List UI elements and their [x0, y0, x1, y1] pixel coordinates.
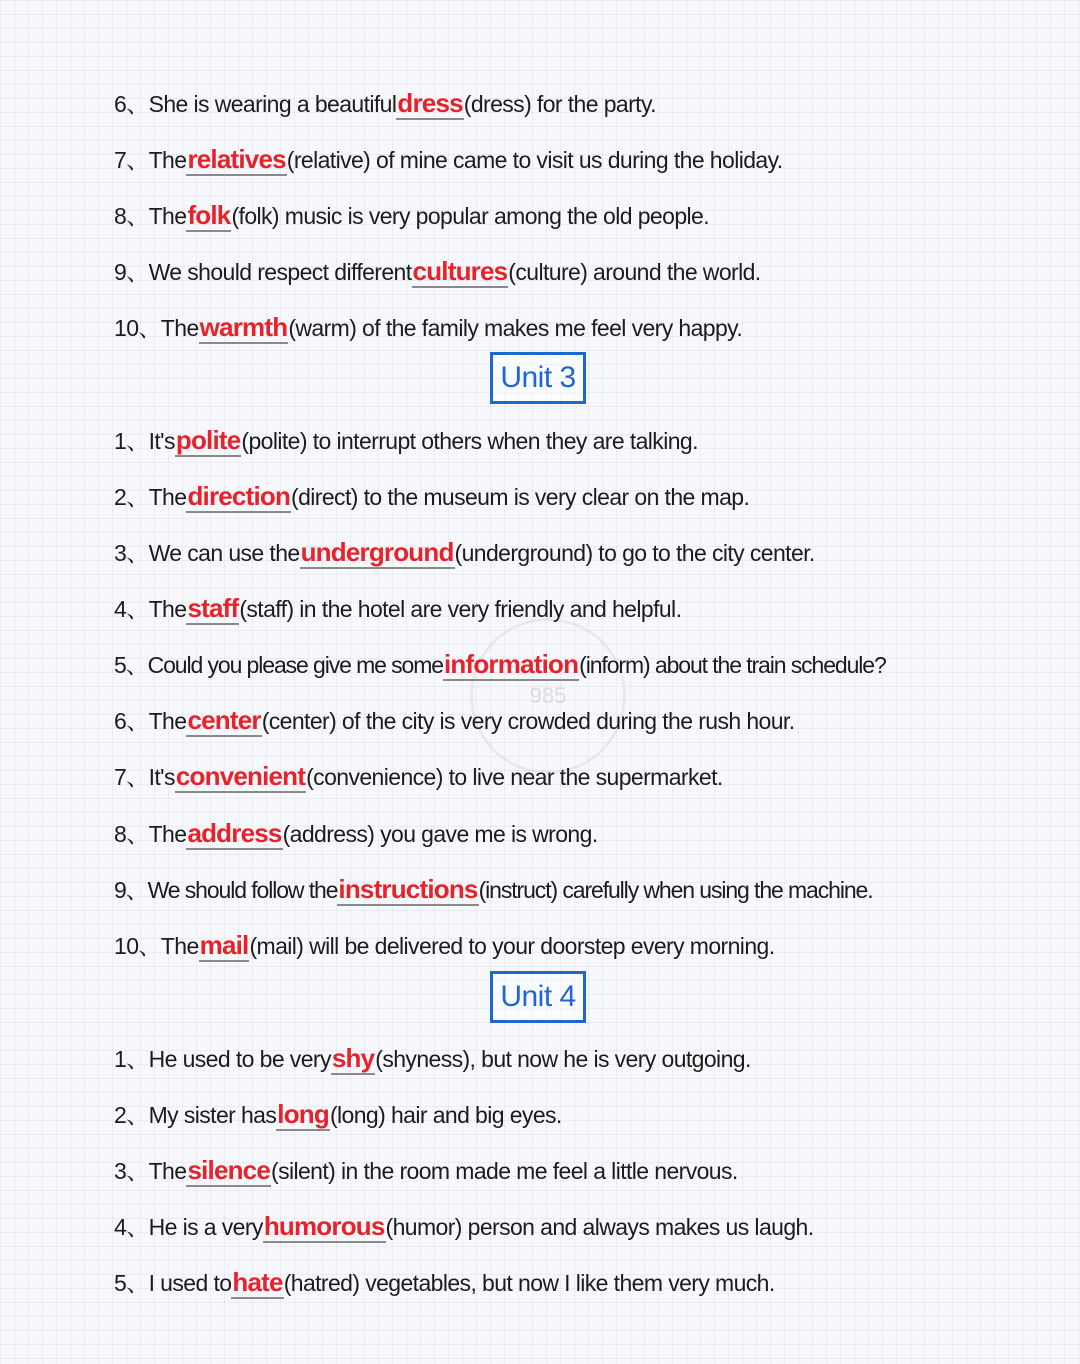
sentence-before: We should respect different [148, 259, 412, 285]
sentence-after: (hatred) vegetables, but now I like them very much. [283, 1270, 775, 1296]
sentence-after: (folk) music is very popular among the old people. [231, 203, 709, 229]
sentence-before: The [148, 821, 187, 847]
answer-word: staff [187, 593, 239, 623]
exercise-line [114, 870, 873, 910]
exercise-line [114, 252, 761, 292]
item-number: 2、 [114, 1102, 149, 1128]
answer-word: center [187, 705, 261, 735]
exercise-line [114, 589, 681, 629]
item-number: 3、 [114, 540, 149, 566]
exercise-line [114, 196, 709, 236]
answer-word: long [277, 1099, 329, 1129]
answer-word: warmth [199, 312, 288, 342]
sentence-before: The [148, 596, 187, 622]
exercise-line [114, 84, 656, 124]
answer-word: folk [187, 200, 231, 230]
watermark-stamp: 985 [470, 618, 626, 774]
answer-word: polite [175, 425, 241, 455]
exercise-line [114, 926, 775, 966]
answer-word: information [443, 649, 579, 679]
exercise-line [114, 1151, 738, 1191]
exercise-line [114, 533, 815, 573]
exercise-line [114, 477, 749, 517]
exercise-line [114, 814, 598, 854]
sentence-after: (warm) of the family makes me feel very happy. [288, 315, 743, 341]
exercise-line [114, 421, 698, 461]
exercise-line [114, 308, 742, 348]
sentence-before: The [148, 484, 187, 510]
item-number: 5、 [114, 1270, 149, 1296]
unit-3-heading: Unit 3 [490, 352, 586, 404]
item-number: 4、 [114, 596, 149, 622]
sentence-before: The [148, 708, 187, 734]
answer-word: relatives [187, 144, 286, 174]
answer-word: underground [300, 537, 454, 567]
sentence-after: (polite) to interrupt others when they are talking. [241, 428, 698, 454]
answer-word: address [187, 818, 282, 848]
item-number: 4、 [114, 1214, 149, 1240]
exercise-line [114, 1263, 775, 1303]
exercise-line [114, 701, 795, 741]
exercise-line [114, 140, 783, 180]
item-number: 9、 [114, 877, 148, 903]
sentence-before: Could you please give me some [147, 652, 443, 678]
exercise-line [114, 1207, 814, 1247]
sentence-after: (dress) for the party. [463, 91, 656, 117]
sentence-before: She is wearing a beautiful [148, 91, 397, 117]
item-number: 5、 [114, 652, 148, 678]
answer-word: direction [187, 481, 291, 511]
answer-word: humorous [263, 1211, 385, 1241]
sentence-after: (relative) of mine came to visit us during the holiday. [286, 147, 783, 173]
sentence-before: The [160, 933, 199, 959]
sentence-after: (staff) in the hotel are very friendly and helpful. [239, 596, 682, 622]
sentence-before: The [148, 147, 187, 173]
answer-word: dress [397, 88, 463, 118]
item-number: 10、 [114, 933, 161, 959]
unit-4-heading: Unit 4 [490, 971, 586, 1023]
exercise-line [114, 757, 723, 797]
answer-word: hate [232, 1267, 283, 1297]
item-number: 7、 [114, 764, 149, 790]
sentence-before: The [160, 315, 199, 341]
answer-word: instructions [338, 874, 478, 904]
sentence-after: (humor) person and always makes us laugh. [385, 1214, 814, 1240]
sentence-after: (center) of the city is very crowded during the rush hour. [261, 708, 795, 734]
item-number: 3、 [114, 1158, 149, 1184]
sentence-after: (direct) to the museum is very clear on the map. [291, 484, 750, 510]
item-number: 8、 [114, 203, 149, 229]
exercise-line [114, 1039, 751, 1079]
sentence-before: It's [148, 428, 175, 454]
item-number: 6、 [114, 708, 149, 734]
sentence-before: My sister has [148, 1102, 277, 1128]
sentence-after: (underground) to go to the city center. [454, 540, 815, 566]
sentence-after: (culture) around the world. [508, 259, 761, 285]
sentence-before: I used to [148, 1270, 232, 1296]
item-number: 2、 [114, 484, 149, 510]
answer-word: mail [199, 930, 249, 960]
answer-word: silence [187, 1155, 271, 1185]
sentence-after: (shyness), but now he is very outgoing. [375, 1046, 751, 1072]
sentence-before: The [148, 203, 187, 229]
sentence-before: We can use the [148, 540, 300, 566]
sentence-before: The [148, 1158, 187, 1184]
item-number: 1、 [114, 1046, 149, 1072]
item-number: 7、 [114, 147, 149, 173]
sentence-after: (convenience) to live near the supermarket. [306, 764, 723, 790]
answer-word: cultures [412, 256, 508, 286]
exercise-line [114, 645, 886, 685]
item-number: 10、 [114, 315, 161, 341]
sentence-after: (silent) in the room made me feel a little nervous. [271, 1158, 738, 1184]
item-number: 1、 [114, 428, 149, 454]
answer-word: shy [331, 1043, 375, 1073]
sentence-after: (inform) about the train schedule? [579, 652, 886, 678]
item-number: 6、 [114, 91, 149, 117]
item-number: 9、 [114, 259, 149, 285]
item-number: 8、 [114, 821, 149, 847]
answer-word: convenient [175, 761, 306, 791]
sentence-before: It's [148, 764, 175, 790]
exercise-line [114, 1095, 562, 1135]
sentence-before: We should follow the [147, 877, 338, 903]
sentence-after: (address) you gave me is wrong. [282, 821, 598, 847]
sentence-before: He used to be very [148, 1046, 331, 1072]
sentence-after: (long) hair and big eyes. [329, 1102, 562, 1128]
sentence-after: (mail) will be delivered to your doorstep every morning. [249, 933, 775, 959]
sentence-before: He is a very [148, 1214, 263, 1240]
sentence-after: (instruct) carefully when using the machine. [478, 877, 873, 903]
